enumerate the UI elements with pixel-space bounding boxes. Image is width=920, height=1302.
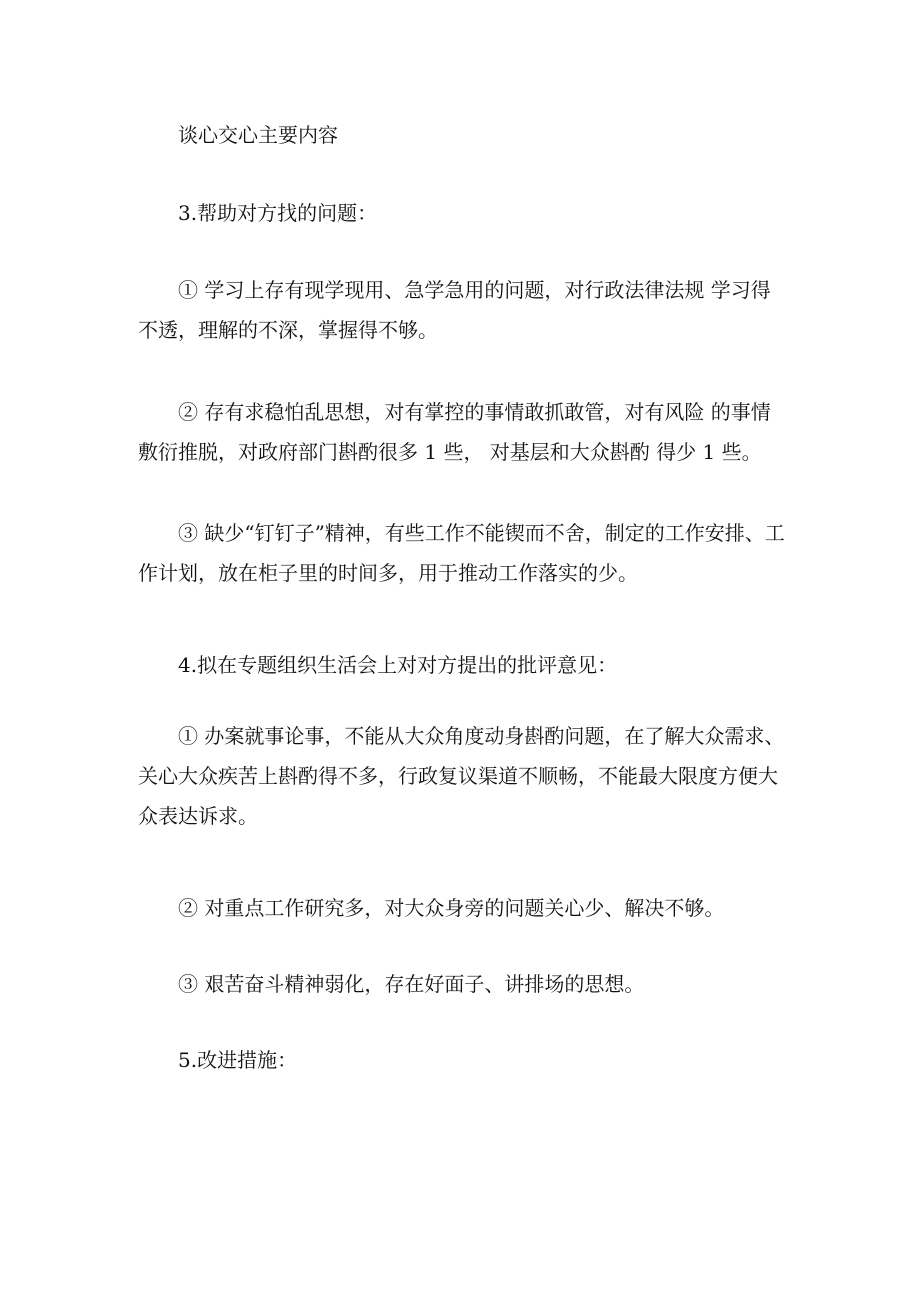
section-4-heading: 4.拟在专题组织生活会上对对方提出的批评意见： xyxy=(178,653,618,677)
section-4-item-1: ① 办案就事论事，不能从大众角度动身斟酌问题，在了解大众需求、关心大众疾苦上斟酌得不多，行政复议渠道不顺畅，不能最大限度方便大众表达诉求。 xyxy=(138,724,785,828)
section-3-item-3: ③ 缺少“钉钉子”精神，有些工作不能锲而不舍，制定的工作安排、工作计划，放在柜子里的时间多，用于推动工作落实的少。 xyxy=(138,521,785,585)
section-5-heading: 5.改进措施： xyxy=(178,1048,298,1072)
section-3-heading: 3.帮助对方找的问题： xyxy=(178,201,378,225)
section-4-item-3: ③ 艰苦奋斗精神弱化，存在好面子、讲排场的思想。 xyxy=(178,972,645,996)
section-3-item-1: ① 学习上存有现学现用、急学急用的问题，对行政法律法规 学习得不透，理解的不深，掌握得不够。 xyxy=(138,278,771,342)
document-title: 谈心交心主要内容 xyxy=(178,123,338,147)
section-3-item-2: ② 存有求稳怕乱思想，对有掌控的事情敢抓敢管，对有风险 的事情敷衍推脱，对政府部门斟酌很多 1 些， 对基层和大众斟酌 得少 1 些。 xyxy=(138,400,771,464)
section-4-item-2: ② 对重点工作研究多，对大众身旁的问题关心少、解决不够。 xyxy=(178,896,725,920)
